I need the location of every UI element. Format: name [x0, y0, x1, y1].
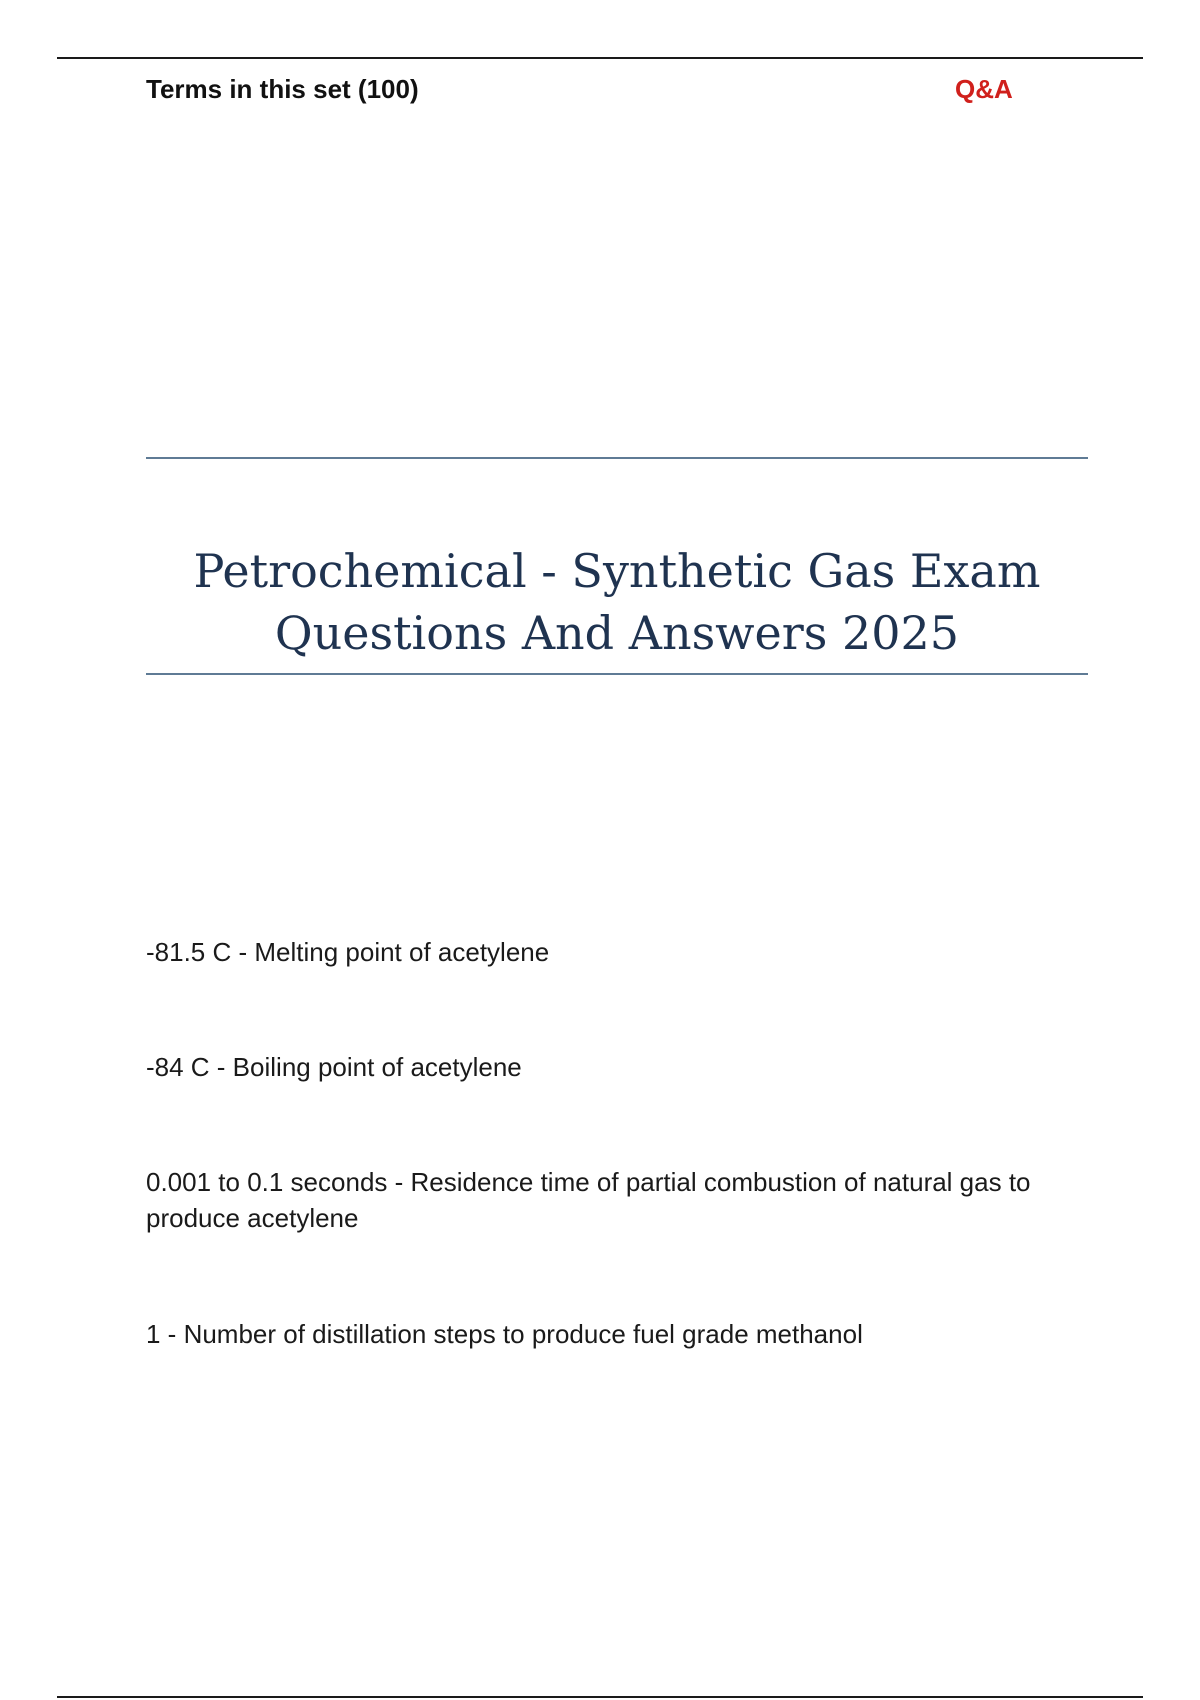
term-item: -84 C - Boiling point of acetylene — [146, 1052, 522, 1082]
document-title-line-2: Questions And Answers 2025 — [274, 606, 960, 660]
page-top-rule — [57, 57, 1143, 59]
title-top-rule — [146, 457, 1088, 459]
term-item: -81.5 C - Melting point of acetylene — [146, 937, 550, 967]
document-title — [146, 540, 1088, 664]
term-item: 0.001 to 0.1 seconds - Residence time of partial combustion of natural gas to produce acetylene — [146, 1167, 1031, 1233]
document-title-line-1: Petrochemical - Synthetic Gas Exam — [193, 544, 1041, 598]
terms-count-header: Terms in this set (100) — [146, 74, 419, 104]
title-bottom-rule — [146, 673, 1088, 675]
qa-label: Q&A — [955, 74, 1013, 104]
page-bottom-rule — [57, 1696, 1143, 1698]
term-item: 1 - Number of distillation steps to produce fuel grade methanol — [146, 1319, 863, 1349]
